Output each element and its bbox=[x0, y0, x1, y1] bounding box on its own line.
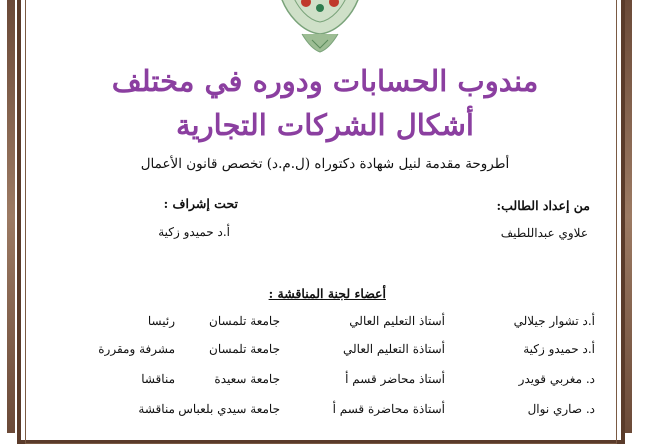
member-rank: أستاذ التعليم العالي bbox=[349, 314, 445, 328]
committee-row bbox=[60, 372, 595, 392]
member-university: جامعة سيدي بلعباس bbox=[178, 402, 280, 416]
supervisor-name: أ.د حميدو زكية bbox=[158, 225, 230, 239]
member-rank: أستاذة محاضرة قسم أ bbox=[332, 402, 445, 416]
member-name: أ.د تشوار جيلالي bbox=[513, 314, 595, 328]
member-university: جامعة سعيدة bbox=[214, 372, 280, 386]
committee-row bbox=[60, 402, 595, 422]
university-emblem-icon bbox=[272, 0, 368, 54]
supervisor-label: تحت إشراف : bbox=[163, 196, 238, 211]
thesis-title-line-2: أشكال الشركات التجارية bbox=[175, 108, 474, 142]
member-role: مناقشا bbox=[141, 372, 175, 386]
member-role: مشرفة ومقررة bbox=[98, 342, 175, 356]
committee-label: أعضاء لجنة المناقشة : bbox=[268, 286, 386, 301]
member-role: مناقشة bbox=[138, 402, 175, 416]
member-rank: أستاذ محاضر قسم أ bbox=[345, 372, 445, 386]
committee-row bbox=[60, 342, 595, 362]
thesis-title-line-1: مندوب الحسابات ودوره في مختلف bbox=[111, 64, 539, 98]
member-university: جامعة تلمسان bbox=[209, 342, 280, 356]
student-name: علاوي عبداللطيف bbox=[500, 226, 588, 240]
member-role: رئيسا bbox=[147, 314, 175, 328]
thesis-subtitle: أطروحة مقدمة لنيل شهادة دكتوراه (ل.م.د) تخصص قانون الأعمال bbox=[140, 156, 510, 172]
frame-border-right bbox=[624, 0, 632, 433]
member-name: أ.د حميدو زكية bbox=[523, 342, 595, 356]
student-label: من إعداد الطالب: bbox=[496, 198, 590, 213]
member-name: د. مغربي قويدر bbox=[518, 372, 595, 386]
member-university: جامعة تلمسان bbox=[209, 314, 280, 328]
member-rank: أستاذة التعليم العالي bbox=[343, 342, 445, 356]
committee-row bbox=[60, 314, 595, 334]
frame-border-left bbox=[7, 0, 15, 433]
member-name: د. صاري نوال bbox=[527, 402, 595, 416]
